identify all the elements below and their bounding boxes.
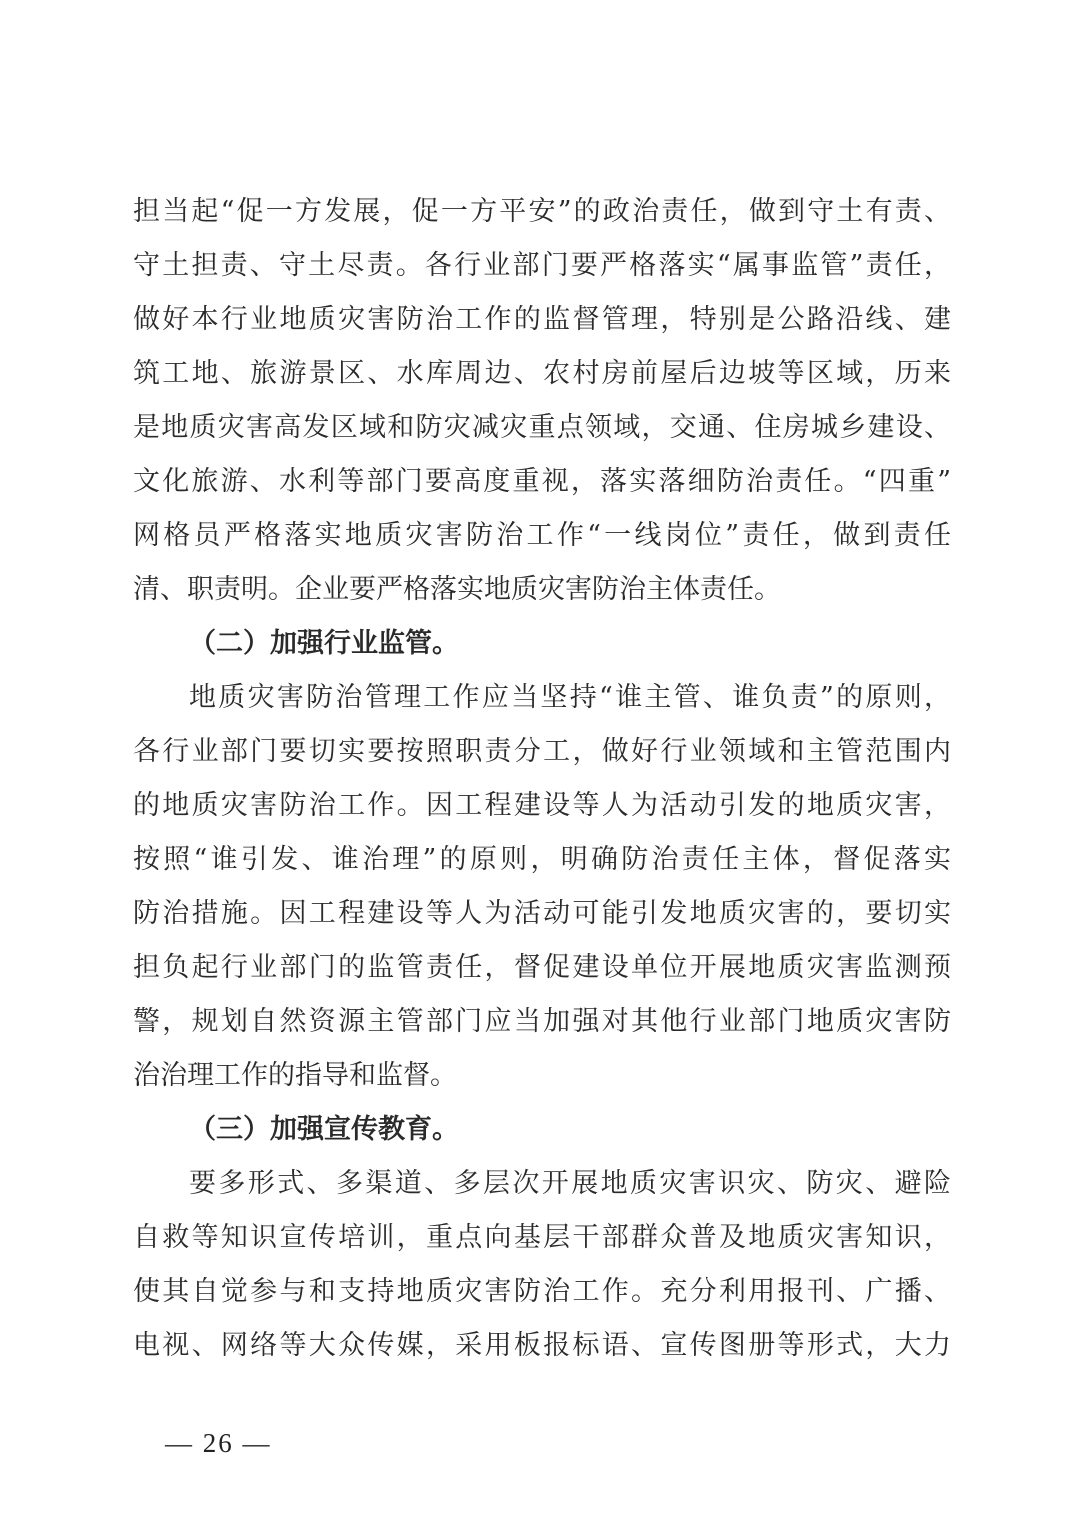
text-line: 警，规划自然资源主管部门应当加强对其他行业部门地质灾害防 [133,1006,951,1037]
text-line: 守土担责、守土尽责。各行业部门要严格落实“属事监管”责任， [133,250,951,281]
page-number: — 26 — [165,1428,272,1458]
text-line: 担负起行业部门的监管责任，督促建设单位开展地质灾害监测预 [133,952,951,983]
text-line: 做好本行业地质灾害防治工作的监督管理，特别是公路沿线、建 [133,304,951,335]
text-line: 地质灾害防治管理工作应当坚持“谁主管、谁负责”的原则， [189,682,951,713]
text-line: 各行业部门要切实要按照职责分工，做好行业领域和主管范围内 [133,736,951,767]
text-line: 要多形式、多渠道、多层次开展地质灾害识灾、防灾、避险 [189,1168,951,1199]
document-body [133,188,951,1376]
text-line: 清、职责明。企业要严格落实地质灾害防治主体责任。 [133,574,781,605]
text-line: 担当起“促一方发展，促一方平安”的政治责任，做到守土有责、 [133,196,951,227]
text-line: 使其自觉参与和支持地质灾害防治工作。充分利用报刊、广播、 [133,1276,951,1307]
section-heading: （二）加强行业监管。 [189,628,459,659]
section-heading: （三）加强宣传教育。 [189,1114,459,1145]
text-line: 自救等知识宣传培训，重点向基层干部群众普及地质灾害知识， [133,1222,951,1253]
text-line: 网格员严格落实地质灾害防治工作“一线岗位”责任，做到责任 [133,520,951,551]
text-line: 电视、网络等大众传媒，采用板报标语、宣传图册等形式，大力 [133,1330,951,1361]
text-line: 是地质灾害高发区域和防灾减灾重点领域，交通、住房城乡建设、 [133,412,951,443]
text-line: 筑工地、旅游景区、水库周边、农村房前屋后边坡等区域，历来 [133,358,951,389]
text-line: 按照“谁引发、谁治理”的原则，明确防治责任主体，督促落实 [133,844,951,875]
text-line: 治治理工作的指导和监督。 [133,1060,457,1091]
text-line: 的地质灾害防治工作。因工程建设等人为活动引发的地质灾害， [133,790,951,821]
text-line: 防治措施。因工程建设等人为活动可能引发地质灾害的，要切实 [133,898,951,929]
text-line: 文化旅游、水利等部门要高度重视，落实落细防治责任。“四重” [133,466,951,497]
